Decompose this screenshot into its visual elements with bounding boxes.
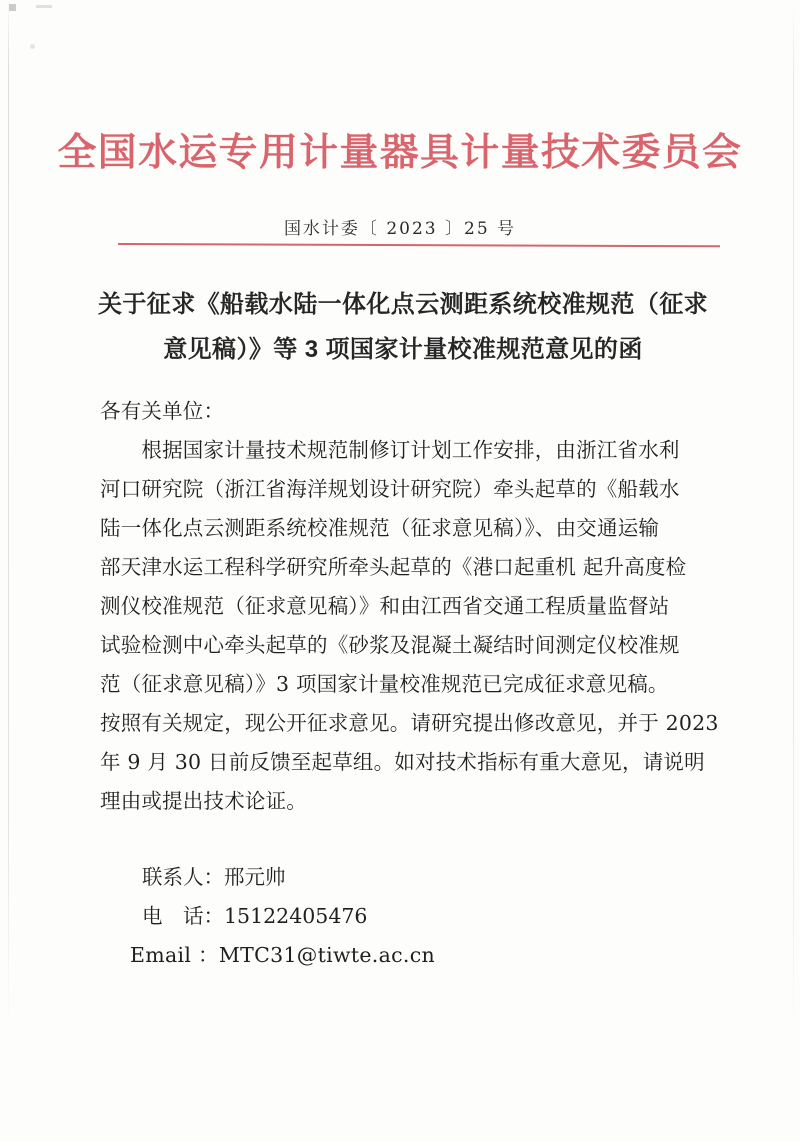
scan-artifact-speck — [9, 4, 16, 11]
body-line: 部天津水运工程科学研究所牵头起草的《港口起重机 起升高度检 — [100, 555, 687, 579]
organization-title: 全国水运专用计量器具计量技术委员会 — [57, 129, 743, 174]
contact-phone-value: 15122405476 — [224, 904, 368, 928]
masthead — [0, 128, 800, 176]
body-text — [100, 392, 717, 821]
contact-phone-row — [100, 897, 660, 936]
body-line: 测仪校准规范（征求意见稿）》和由江西省交通工程质量监督站 — [100, 594, 670, 618]
salutation: 各有关单位： — [100, 399, 225, 423]
contact-person-value: 邢元帅 — [224, 865, 286, 889]
body-line: 试验检测中心牵头起草的《砂浆及混凝土凝结时间测定仪校准规 — [100, 633, 680, 657]
red-divider-rule — [118, 243, 720, 247]
body-line: 年 9 月 30 日前反馈至起草组。如对技术指标有重大意见，请说明 — [100, 750, 705, 774]
body-line: 根据国家计量技术规范制修订计划工作安排，由浙江省水利 — [100, 438, 680, 462]
contact-phone-label: 电 话： — [142, 904, 224, 928]
page-title-line-2: 意见稿）》等 3 项国家计量校准规范意见的函 — [163, 336, 643, 363]
page-title-line-1: 关于征求《船载水陆一体化点云测距系统校准规范（征求 — [98, 291, 708, 318]
contact-information — [100, 858, 660, 975]
document-number: 国水计委〔 2023 〕25 号 — [283, 219, 517, 239]
page-title — [96, 282, 710, 372]
scan-artifact-dot — [30, 44, 35, 49]
scan-artifact-smudge — [36, 5, 52, 8]
body-line: 按照有关规定，现公开征求意见。请研究提出修改意见，并于 2023 — [100, 711, 719, 735]
body-line: 河口研究院（浙江省海洋规划设计研究院）牵头起草的《船载水 — [100, 477, 680, 501]
body-line: 理由或提出技术论证。 — [100, 789, 307, 813]
contact-email-label: Email ： — [130, 943, 219, 967]
contact-person-row — [100, 858, 660, 897]
body-line: 陆一体化点云测距系统校准规范（征求意见稿）》、由交通运输 — [100, 516, 660, 540]
contact-email-value: MTC31@tiwte.ac.cn — [218, 943, 436, 967]
body-line: 范（征求意见稿）》3 项国家计量校准规范已完成征求意见稿。 — [100, 672, 669, 696]
contact-person-label: 联系人： — [142, 865, 224, 889]
contact-email-row — [100, 936, 660, 975]
